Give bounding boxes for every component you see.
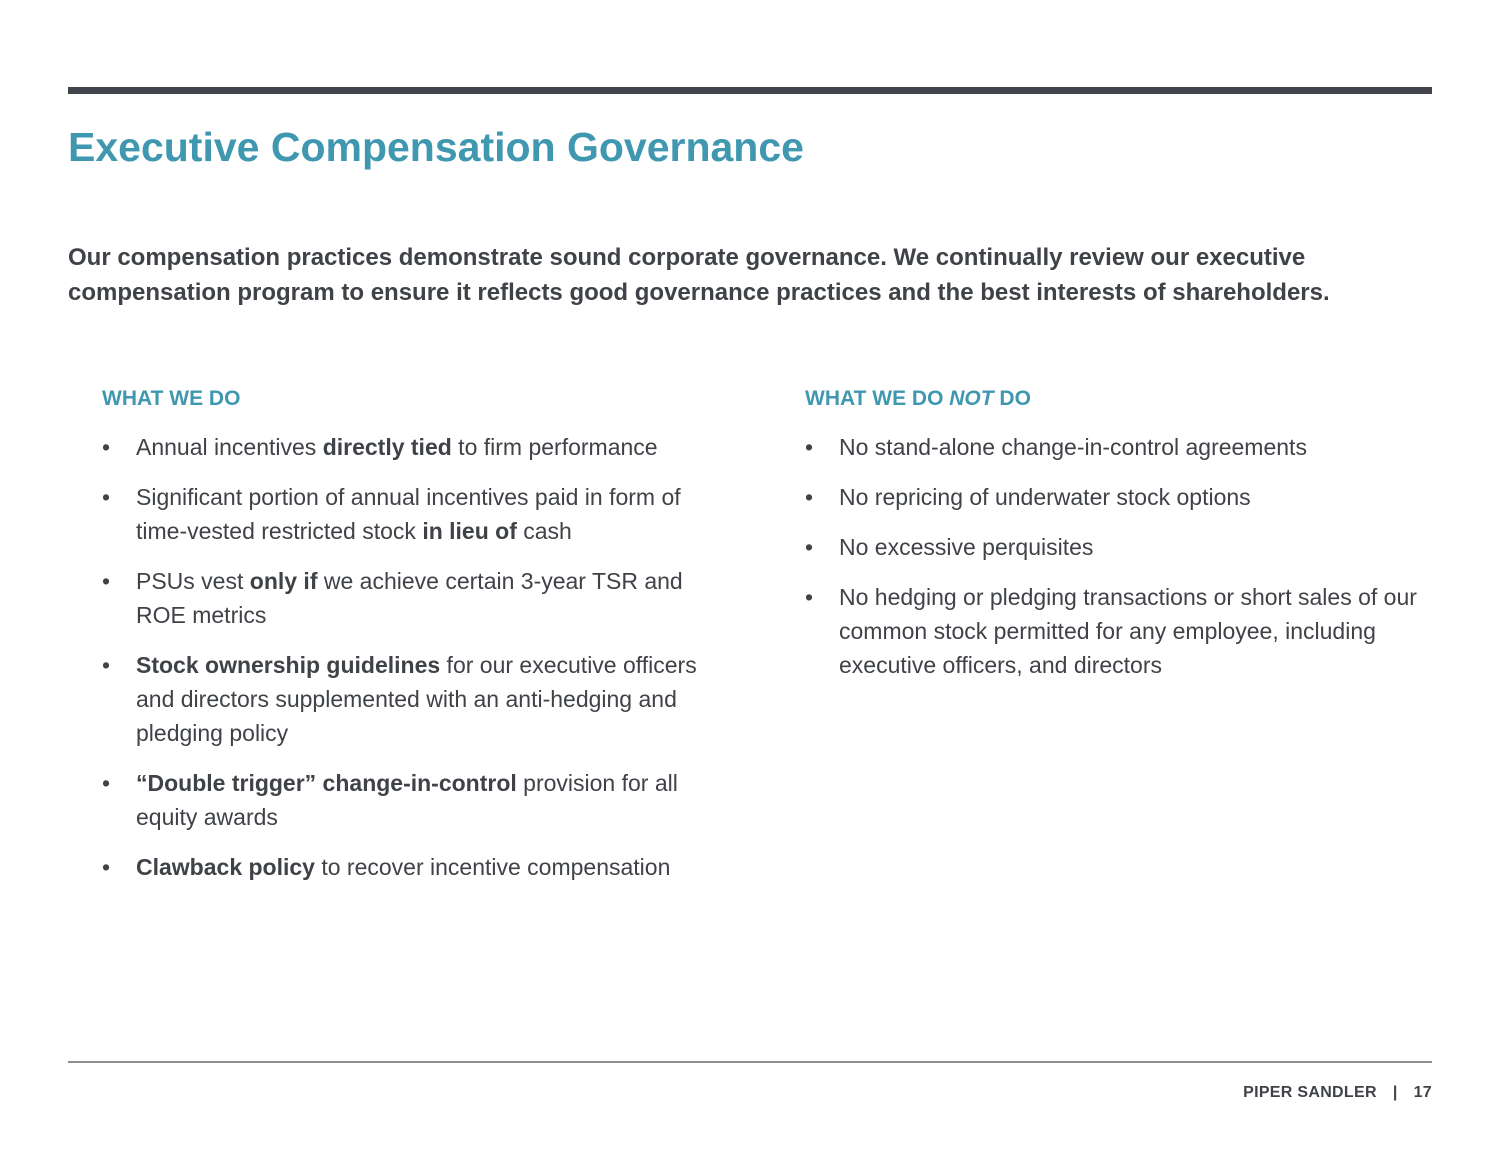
company-name: PIPER SANDLER xyxy=(1243,1084,1377,1101)
footer-separator: | xyxy=(1392,1084,1398,1101)
page-number: 17 xyxy=(1413,1084,1432,1101)
list-item: • “Double trigger” change-in-control provision for all equity awards xyxy=(102,766,722,834)
list-item: • No excessive perquisites xyxy=(805,530,1445,564)
list-item: • Stock ownership guidelines for our executive officers and directors supplemented with an anti-hedging and pledging policy xyxy=(102,648,722,750)
bottom-divider xyxy=(68,1061,1432,1063)
what-we-do-heading: WHAT WE DO xyxy=(102,387,241,410)
list-item: • Clawback policy to recover incentive compensation xyxy=(102,850,722,884)
bullet-icon: • xyxy=(805,584,814,610)
bullet-icon: • xyxy=(102,854,111,880)
what-we-do-not-do-heading: WHAT WE DO NOT DO xyxy=(805,387,1031,410)
list-item: • No hedging or pledging transactions or short sales of our common stock permitted for any employee, including executive officers, and directors xyxy=(805,580,1445,682)
intro-paragraph: Our compensation practices demonstrate sound corporate governance. We continually review our executive compensation program to ensure it reflects good governance practices and the best interests of shareholders. xyxy=(68,244,1330,306)
what-we-do-column xyxy=(102,384,722,900)
bullet-icon: • xyxy=(102,652,111,678)
what-we-do-not-do-column xyxy=(805,384,1445,698)
list-item: • No repricing of underwater stock options xyxy=(805,480,1445,514)
bullet-icon: • xyxy=(102,770,111,796)
list-item: • Significant portion of annual incentives paid in form of time-vested restricted stock in lieu of cash xyxy=(102,480,722,548)
list-item: • PSUs vest only if we achieve certain 3-year TSR and ROE metrics xyxy=(102,564,722,632)
bullet-icon: • xyxy=(805,534,814,560)
footer xyxy=(1243,1084,1432,1102)
what-we-do-not-do-list xyxy=(805,430,1445,682)
list-item: • No stand-alone change-in-control agreements xyxy=(805,430,1445,464)
bullet-icon: • xyxy=(805,434,814,460)
what-we-do-list xyxy=(102,430,722,884)
bullet-icon: • xyxy=(102,434,111,460)
bullet-icon: • xyxy=(102,568,111,594)
top-divider xyxy=(68,87,1432,94)
bullet-icon: • xyxy=(805,484,814,510)
list-item: • Annual incentives directly tied to firm performance xyxy=(102,430,722,464)
page-title: Executive Compensation Governance xyxy=(68,124,804,170)
bullet-icon: • xyxy=(102,484,111,510)
